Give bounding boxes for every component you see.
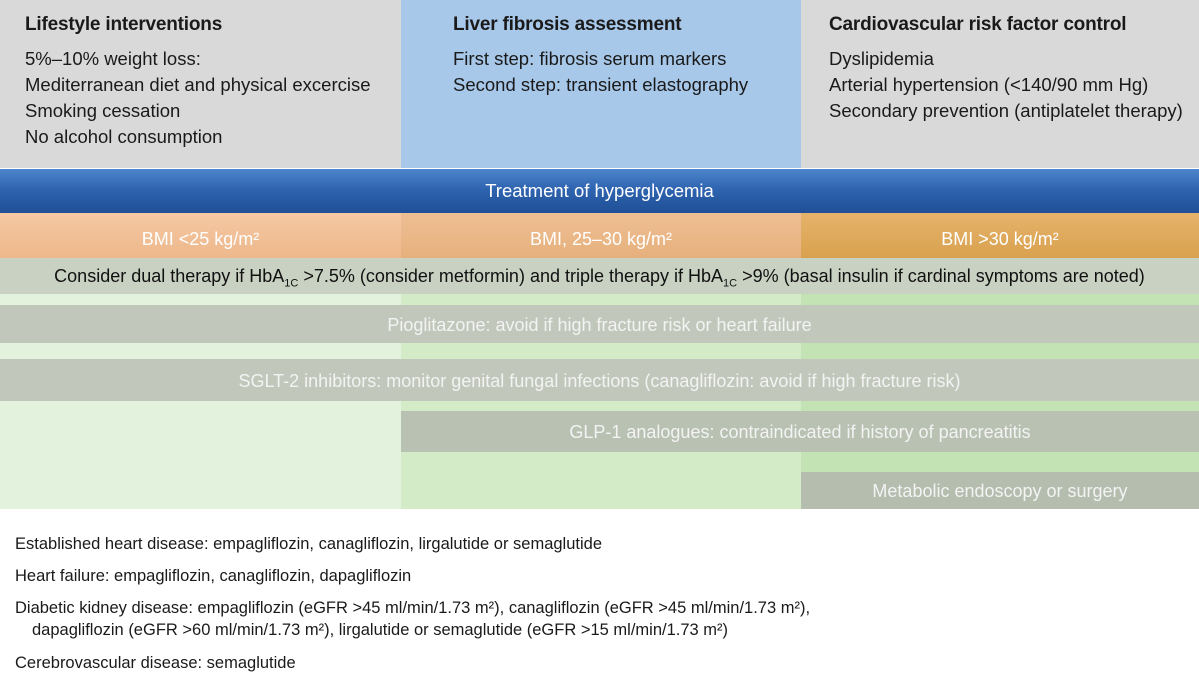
- lifestyle-line: No alcohol consumption: [25, 126, 223, 147]
- cardio-line: Arterial hypertension (<140/90 mm Hg): [829, 74, 1149, 95]
- liver-title: Liver fibrosis assessment: [453, 14, 682, 35]
- lifestyle-line: Smoking cessation: [25, 100, 181, 121]
- lifestyle-line: 5%–10% weight loss:: [25, 48, 201, 69]
- lifestyle-title: Lifestyle interventions: [25, 14, 223, 35]
- note-cerebrovascular: Cerebrovascular disease: semaglutide: [15, 654, 296, 672]
- pioglitazone-band: Pioglitazone: avoid if high fracture risk or heart failure: [0, 305, 1199, 343]
- treatment-header: Treatment of hyperglycemia: [0, 169, 1199, 213]
- bmi-mid-label: BMI, 25–30 kg/m²: [401, 213, 801, 258]
- cardio-line: Dyslipidemia: [829, 48, 934, 69]
- note-kidney-disease: Diabetic kidney disease: empagliflozin (eGFR >45 ml/min/1.73 m²), canagliflozin (eGFR >45 ml/min/1.73 m²),: [15, 599, 811, 617]
- cardio-panel: [801, 0, 1199, 168]
- note-kidney-disease-cont: dapagliflozin (eGFR >60 ml/min/1.73 m²), lirgalutide or semaglutide (eGFR >15 ml/min/1.73 m²): [32, 621, 729, 639]
- cardio-title: Cardiovascular risk factor control: [829, 14, 1127, 35]
- dual-therapy-text: Consider dual therapy if HbA$_{1C}$ >7.5% (consider metformin) and triple therapy if HbA$_{1C}$ >9% (basal insulin if cardinal symptoms are noted): [54, 266, 1145, 290]
- liver-line: Second step: transient elastography: [453, 74, 749, 95]
- liver-line: First step: fibrosis serum markers: [453, 48, 727, 69]
- note-heart-failure: Heart failure: empagliflozin, canagliflozin, dapagliflozin: [15, 567, 412, 585]
- bmi-high-label: BMI >30 kg/m²: [801, 213, 1199, 258]
- dual-therapy-band: [0, 258, 1199, 294]
- lifestyle-panel: [0, 0, 401, 168]
- cardio-line: Secondary prevention (antiplatelet therapy): [829, 100, 1183, 121]
- liver-panel: [401, 0, 801, 168]
- metabolic-surgery-band: Metabolic endoscopy or surgery: [801, 472, 1199, 509]
- glp1-band: GLP-1 analogues: contraindicated if history of pancreatitis: [401, 411, 1199, 452]
- lifestyle-line: Mediterranean diet and physical excercise: [25, 74, 371, 95]
- sglt2-band: SGLT-2 inhibitors: monitor genital fungal infections (canagliflozin: avoid if high fracture risk): [0, 359, 1199, 401]
- bmi-low-label: BMI <25 kg/m²: [0, 213, 401, 258]
- note-heart-disease: Established heart disease: empagliflozin, canagliflozin, lirgalutide or semaglutide: [15, 535, 602, 553]
